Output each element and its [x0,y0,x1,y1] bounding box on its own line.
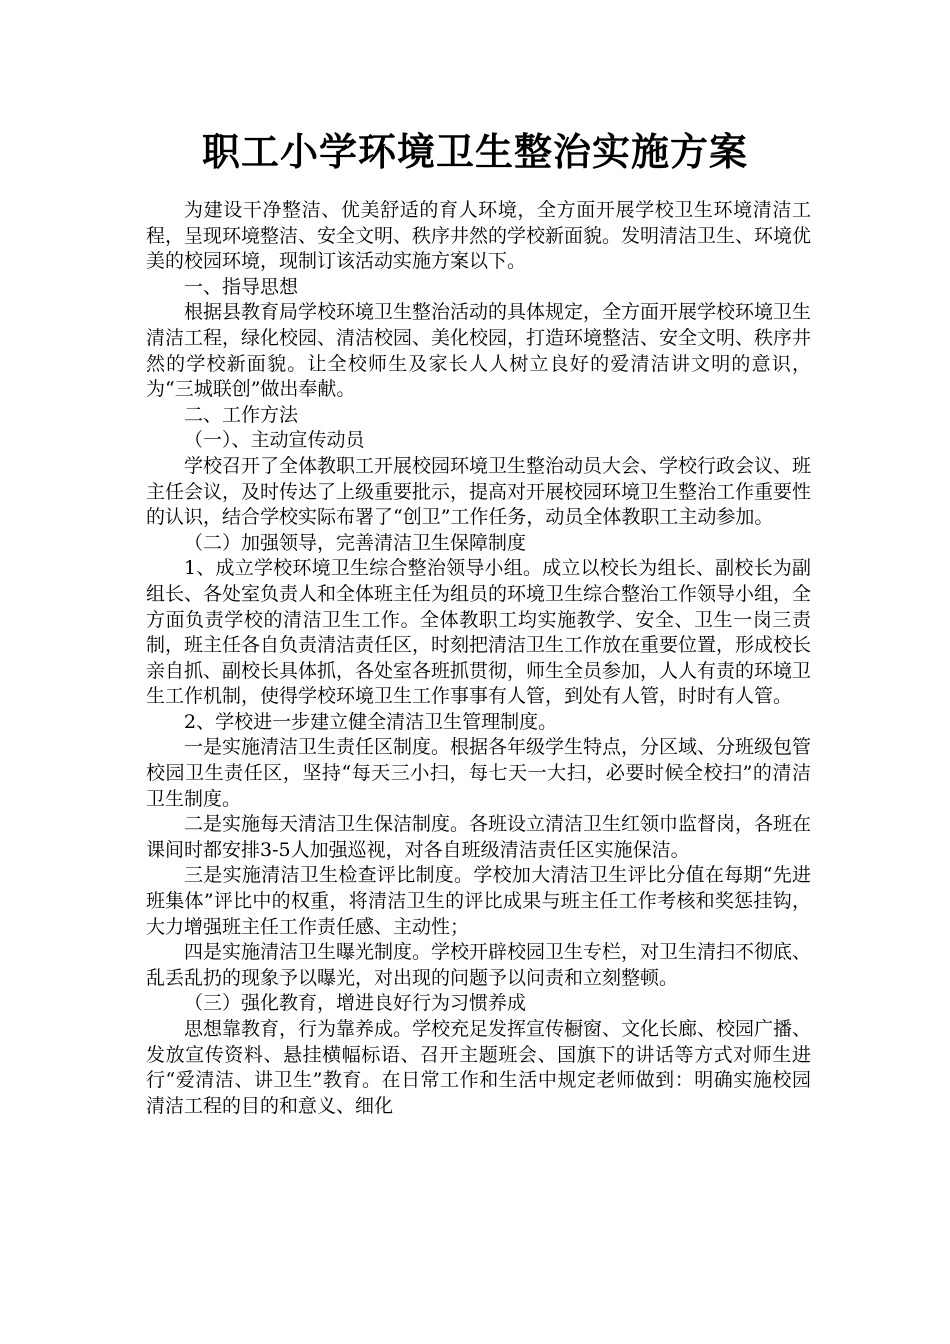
paragraph-daily-cleaning: 二是实施每天清洁卫生保洁制度。各班设立清洁卫生红领巾监督岗，各班在课间时都安排3-5人加强巡视，对各自班级清洁责任区实施保洁。 [146,813,812,861]
paragraph-exposure: 四是实施清洁卫生曝光制度。学校开辟校园卫生专栏，对卫生清扫不彻底、乱丢乱扔的现象予以曝光，对出现的问题予以问责和立刻整顿。 [146,941,812,989]
document-title: 职工小学环境卫生整治实施方案 [201,129,748,174]
paragraph-inspection: 三是实施清洁卫生检查评比制度。学校加大清洁卫生评比分值在每期“先进班集体”评比中的权重，将清洁卫生的评比成果与班主任工作考核和奖惩挂钩，大力增强班主任工作责任感、主动性； [146,864,811,938]
paragraph-leadership-group: 1、成立学校环境卫生综合整治领导小组。成立以校长为组长、副校长为副组长、各处室负责人和全体班主任为组员的环境卫生综合整治工作领导小组，全方面负责学校的清洁卫生工作。全体教职工均实施教学、安全、卫生一岗三责制，班主任各自负责清洁责任区，时刻把清洁卫生工作放在重要位置，形成校长亲自抓、副校长具体抓，各处室各班抓贯彻，师生全员参加，人人有责的环境卫生工作机制，使得学校环境卫生工作事事有人管，到处有人管，时时有人管。 [146,557,812,708]
heading-work-method: 二、工作方法 [184,403,299,426]
heading-guiding-thought: 一、指导思想 [184,275,299,298]
paragraph-guiding-thought: 根据县教育局学校环境卫生整治活动的具体规定，全方面开展学校环境卫生清洁工程，绿化校园、清洁校园、美化校园，打造环境整洁、安全文明、秩序井然的学校新面貌。让全校师生及家长人人树立良好的爱清洁讲文明的意识，为“三城联创”做出奉献。 [146,301,812,401]
paragraph-responsibility-zone: 一是实施清洁卫生责任区制度。根据各年级学生特点，分区域、分班级包管校园卫生责任区，坚持“每天三小扫，每七天一大扫，必要时候全校扫”的清洁卫生制度。 [146,736,812,810]
paragraph-intro: 为建设干净整洁、优美舒适的育人环境，全方面开展学校卫生环境清洁工程，呈现环境整洁、安全文明、秩序井然的学校新面貌。发明清洁卫生、环境优美的校园环境，现制订该活动实施方案以下。 [146,199,812,273]
document-body [146,198,811,1119]
paragraph-publicity: 学校召开了全体教职工开展校园环境卫生整治动员大会、学校行政会议、班主任会议，及时传达了上级重要批示，提高对开展校园环境卫生整治工作重要性的认识，结合学校实际布署了“创卫”工作任务，动员全体教职工主动参加。 [146,454,812,529]
subheading-education: （三）强化教育，增进良好行为习惯养成 [184,992,527,1015]
subheading-leadership: （二）加强领导，完善清洁卫生保障制度 [184,531,527,554]
paragraph-education: 思想靠教育，行为靠养成。学校充足发挥宣传橱窗、文化长廊、校园广播、发放宣传资料、悬挂横幅标语、召开主题班会、国旗下的讲话等方式对师生进行“爱清洁、讲卫生”教育。在日常工作和生活中规定老师做到：明确实施校园清洁工程的目的和意义、细化 [146,1018,812,1117]
paragraph-management-system: 2、学校进一步建立健全清洁卫生管理制度。 [184,710,558,733]
subheading-publicity: （一）、主动宣传动员 [184,429,365,452]
